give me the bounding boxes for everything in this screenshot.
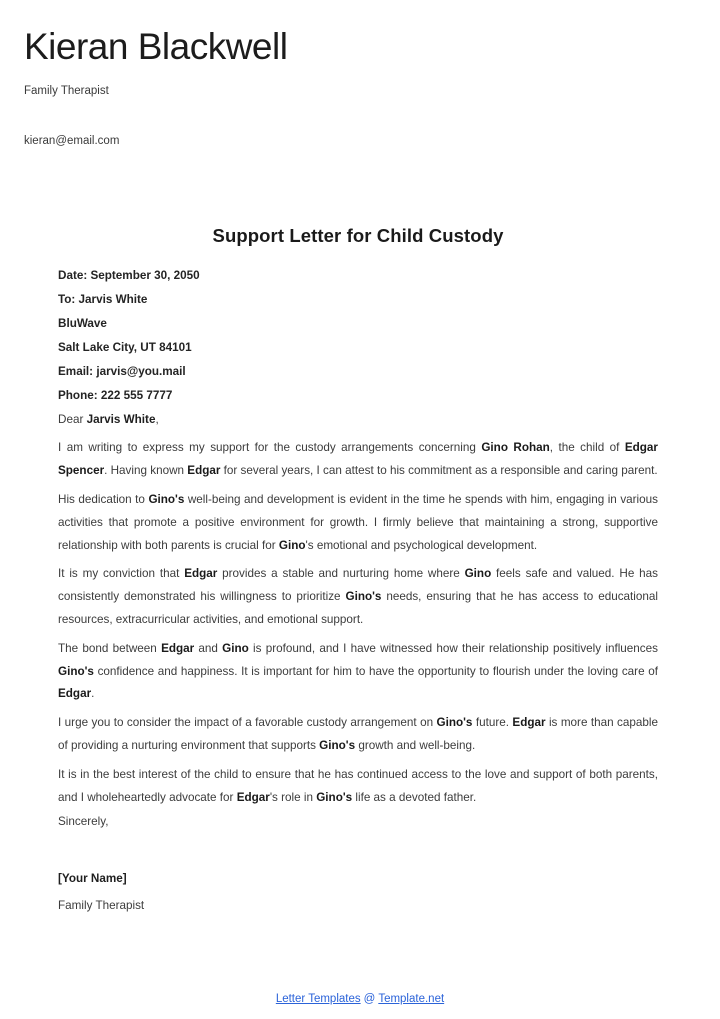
- signature-name: [Your Name]: [58, 872, 127, 886]
- letter-body: [0, 225, 720, 913]
- body-text: I urge you to consider the impact of a favorable custody arrangement on: [58, 716, 437, 730]
- emphasis-text: Edgar: [184, 567, 218, 581]
- meta-email: Email: jarvis@you.mail: [58, 365, 186, 379]
- body-text: needs, ensuring that he has access to educational resources, extracurricular activities, and emotional support.: [58, 590, 658, 626]
- emphasis-text: Edgar: [512, 716, 546, 730]
- emphasis-text: Gino: [278, 538, 306, 552]
- body-text: .: [91, 687, 95, 701]
- signature-block: [58, 872, 658, 912]
- body-text: 's role in: [269, 790, 317, 804]
- letter-paragraph: [58, 638, 658, 706]
- emphasis-text: Edgar: [161, 641, 195, 655]
- meta-recipient: To: Jarvis White: [58, 292, 148, 306]
- body-text: The bond between: [58, 641, 162, 655]
- body-text: is profound, and I have witnessed how their relationship positively influences: [248, 641, 658, 655]
- emphasis-text: Gino's: [316, 790, 353, 804]
- sender-email: kieran@email.com: [24, 134, 120, 147]
- body-text: His dedication to: [58, 492, 149, 506]
- letterhead: [0, 0, 720, 147]
- letter-paragraphs: [58, 437, 658, 809]
- body-text: 's emotional and psychological development.: [305, 538, 538, 552]
- letter-paragraph: [58, 437, 658, 483]
- body-text: future.: [472, 716, 513, 730]
- body-text: I am writing to express my support for the custody arrangements concerning: [58, 441, 482, 455]
- footer-separator: @: [363, 993, 376, 1005]
- footer: [0, 993, 720, 1005]
- body-text: It is in the best interest of the child to ensure that he has continued access to the love and support of both parents, and I wholeheartedly advocate for: [58, 767, 658, 804]
- body-text: is more than capable of providing a nurturing environment that supports: [58, 716, 658, 753]
- body-text: provides a stable and nurturing home where: [217, 567, 465, 581]
- salutation-prefix: Dear: [58, 413, 87, 427]
- template-net-link[interactable]: Template.net: [378, 993, 445, 1005]
- body-text: growth and well-being.: [355, 739, 476, 753]
- letter-paragraph: [58, 489, 658, 557]
- emphasis-text: Gino: [222, 641, 249, 655]
- emphasis-text: Edgar: [236, 790, 270, 804]
- body-text: . Having known: [104, 464, 188, 478]
- body-text: and: [194, 641, 223, 655]
- salutation-suffix: ,: [155, 413, 159, 427]
- meta-company: BluWave: [58, 316, 107, 330]
- letter-title: Support Letter for Child Custody: [212, 224, 504, 246]
- recipient-meta-block: [58, 269, 658, 404]
- meta-date: Date: September 30, 2050: [58, 268, 200, 282]
- meta-phone: Phone: 222 555 7777: [58, 389, 173, 403]
- emphasis-text: Edgar Spencer: [58, 441, 658, 478]
- sender-role: Family Therapist: [24, 84, 109, 97]
- salutation-name: Jarvis White: [86, 413, 156, 427]
- emphasis-text: Edgar: [187, 464, 221, 478]
- emphasis-text: Gino Rohan: [481, 441, 550, 455]
- meta-address: Salt Lake City, UT 84101: [58, 340, 192, 354]
- emphasis-text: Gino's: [345, 590, 382, 604]
- salutation: [58, 413, 658, 426]
- sender-name: Kieran Blackwell: [24, 26, 288, 67]
- body-text: It is my conviction that: [58, 567, 185, 581]
- emphasis-text: Gino's: [58, 664, 94, 678]
- letter-paragraph: [58, 712, 658, 758]
- body-text: life as a devoted father.: [352, 790, 477, 804]
- signature-role: Family Therapist: [58, 899, 145, 913]
- emphasis-text: Gino's: [148, 492, 185, 506]
- emphasis-text: Edgar: [58, 687, 92, 701]
- body-text: well-being and development is evident in the time he spends with him, engaging in various activities that promote a positive environment for growth. I firmly believe that maintaining a strong, supportive relationship with both parents is crucial for: [58, 492, 658, 552]
- letter-paragraph: [58, 764, 658, 810]
- body-text: for several years, I can attest to his commitment as a responsible and caring parent.: [220, 464, 658, 478]
- letter-templates-link[interactable]: Letter Templates: [275, 993, 361, 1005]
- emphasis-text: Gino's: [436, 716, 473, 730]
- emphasis-text: Gino: [464, 567, 492, 581]
- letter-paragraph: [58, 563, 658, 631]
- body-text: confidence and happiness. It is important for him to have the opportunity to flourish under the loving care of: [93, 664, 658, 678]
- closing-line: Sincerely,: [58, 815, 109, 829]
- body-text: feels safe and valued. He has consistently demonstrated his willingness to prioritize: [58, 567, 659, 604]
- emphasis-text: Gino's: [319, 739, 356, 753]
- body-text: , the child of: [549, 441, 625, 455]
